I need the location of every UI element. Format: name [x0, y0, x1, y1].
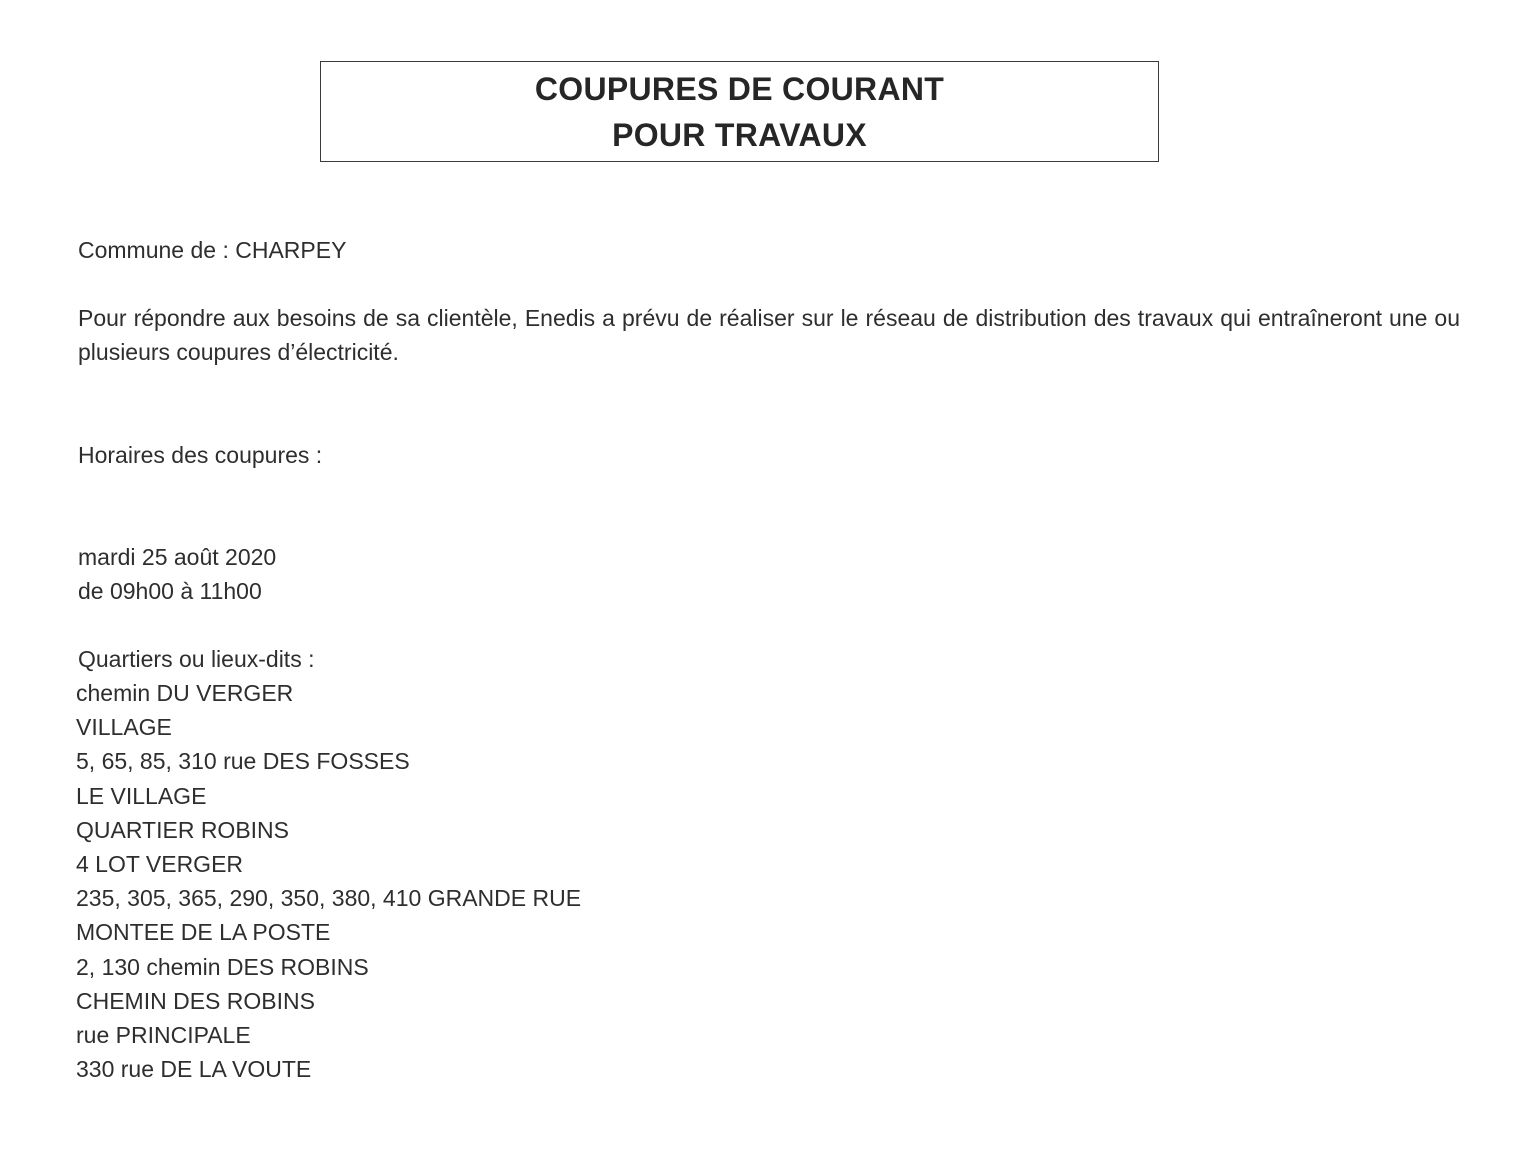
- outage-date: mardi 25 août 2020: [78, 544, 277, 570]
- schedule-heading: Horaires des coupures :: [78, 442, 323, 468]
- list-item: 4 LOT VERGER: [76, 851, 244, 878]
- list-item: 2, 130 chemin DES ROBINS: [76, 953, 369, 980]
- list-item: VILLAGE: [76, 714, 172, 741]
- list-item: CHEMIN DES ROBINS: [76, 987, 315, 1014]
- places-list: [76, 676, 581, 1086]
- list-item: chemin DU VERGER: [76, 680, 294, 706]
- places-heading: Quartiers ou lieux-dits :: [78, 646, 315, 672]
- intro-paragraph: Pour répondre aux besoins de sa clientèle, Enedis a prévu de réaliser sur le réseau de distribution des travaux qui entraîneront une ou plusieurs coupures d’électricité.: [78, 305, 1460, 365]
- title-box: [320, 61, 1159, 162]
- list-item: QUARTIER ROBINS: [76, 816, 289, 843]
- list-item: 235, 305, 365, 290, 350, 380, 410 GRANDE RUE: [76, 885, 582, 912]
- title-line-1: COUPURES DE COURANT: [534, 70, 945, 107]
- list-item: 330 rue DE LA VOUTE: [76, 1056, 312, 1083]
- title-line-2: POUR TRAVAUX: [612, 116, 867, 153]
- list-item: MONTEE DE LA POSTE: [76, 919, 331, 946]
- outage-time: de 09h00 à 11h00: [78, 578, 262, 604]
- list-item: 5, 65, 85, 310 rue DES FOSSES: [76, 748, 410, 775]
- list-item: rue PRINCIPALE: [76, 1022, 251, 1049]
- commune-label: Commune de : CHARPEY: [78, 237, 347, 263]
- list-item: LE VILLAGE: [76, 782, 207, 809]
